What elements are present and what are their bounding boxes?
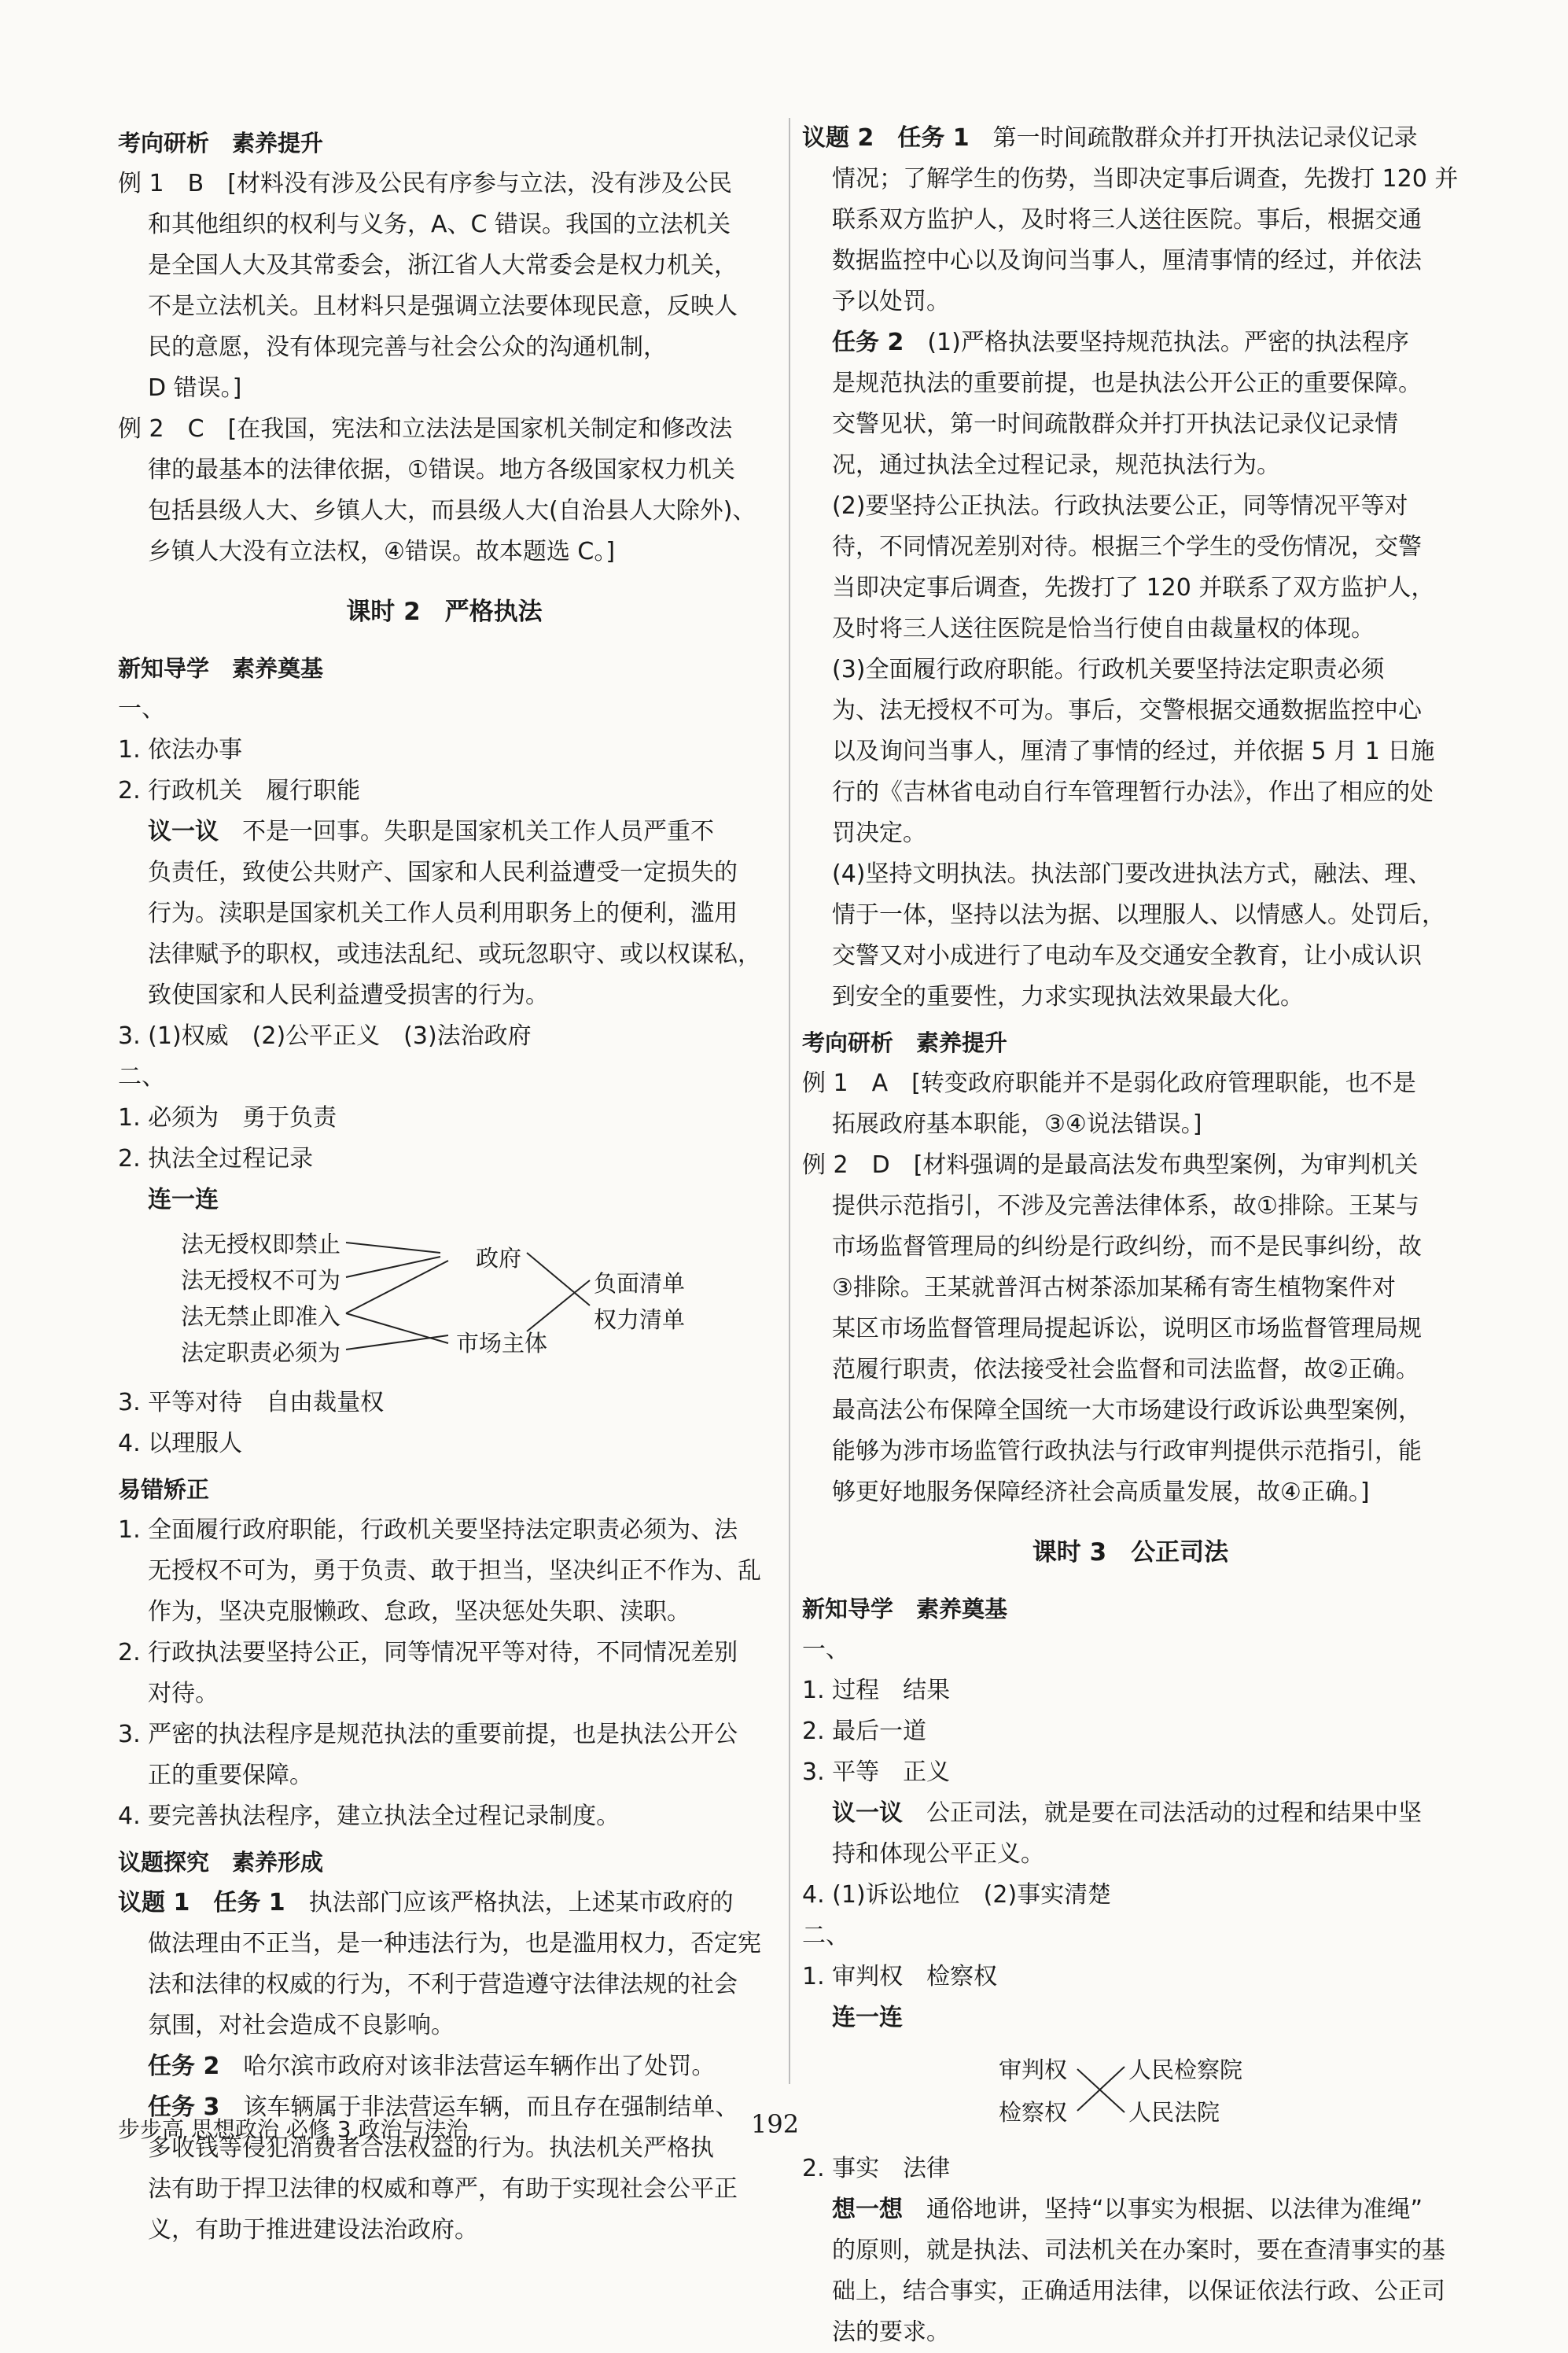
text-line: 2. 事实 法律 (802, 2155, 951, 2182)
section-heading: 议题探究 素养形成 (118, 1849, 324, 1876)
text-line: 法和法律的权威的行为，不利于营造遵守法律法规的社会 (148, 1971, 738, 1998)
text-line: 无授权不可为，勇于负责、敢于担当，坚决纠正不作为、乱 (148, 1557, 761, 1585)
text-line: 3. 平等对待 自由裁量权 (118, 1389, 385, 1416)
match-left-item: 审判权 (999, 2057, 1068, 2083)
matching-diagram (802, 2042, 1459, 2144)
text-line: 包括县级人大、乡镇人大，而县级人大(自治县人大除外)、 (148, 497, 756, 525)
text-line: D 错误。] (148, 374, 242, 402)
text-line: 市场监督管理局的纠纷是行政纠纷，而不是民事纠纷，故 (832, 1233, 1422, 1261)
match-left-item: 法定职责必须为 (181, 1339, 341, 1366)
match-left-item: 法无授权即禁止 (181, 1231, 341, 1258)
text-line: 持和体现公平正义。 (832, 1840, 1044, 1868)
text-line: 义，有助于推进建设法治政府。 (148, 2216, 478, 2244)
text-line: 以及询问当事人，厘清了事情的经过，并依据 5 月 1 日施 (832, 738, 1435, 765)
text-line (118, 1883, 771, 1924)
text-line: 联系双方监护人，及时将三人送往医院。事后，根据交通 (832, 206, 1422, 234)
text-line: 民的意愿，没有体现完善与社会公众的沟通机制， (148, 333, 667, 361)
lesson-title: 课时 2 严格执法 (346, 598, 543, 626)
task-label: 任务 2 (148, 2053, 220, 2080)
match-right-item: 人民法院 (1128, 2099, 1220, 2126)
section-heading: 考向研析 素养提升 (802, 1029, 1008, 1056)
text-line: 例 2 D [材料强调的是最高法发布典型案例，为审判机关 (802, 1151, 1419, 1179)
text-line: 某区市场监督管理局提起诉讼，说明区市场监督管理局规 (832, 1315, 1422, 1342)
text-span: 第一时间疏散群众并打开执法记录仪记录 (969, 124, 1418, 152)
text-line: 4. 要完善执法程序，建立执法全过程记录制度。 (118, 1802, 620, 1830)
text-line: 交警见状，第一时间疏散群众并打开执法记录仪记录情 (832, 411, 1398, 438)
text-line: 行的《吉林省电动自行车管理暂行办法》，作出了相应的处 (832, 779, 1434, 806)
match-title: 连一连 (832, 2004, 903, 2031)
text-line: (4)坚持文明执法。执法部门要改进执法方式，融法、理、 (832, 860, 1432, 888)
text-line: 2. 执法全过程记录 (118, 1145, 314, 1173)
text-line: 作为，坚决克服懒政、怠政，坚决惩处失职、渎职。 (148, 1598, 690, 1626)
text-span: 该车辆属于非法营运车辆，而且存在强制结单、 (219, 2093, 739, 2121)
text-line: 及时将三人送往医院是恰当行使自由裁量权的体现。 (832, 615, 1375, 643)
text-line: 1. 依法办事 (118, 736, 243, 764)
text-line (802, 1793, 1459, 1834)
text-line: 2. 行政执法要坚持公正，同等情况平等对待，不同情况差别 (118, 1639, 738, 1666)
text-line: 1. 过程 结果 (802, 1677, 951, 1704)
text-line: 行为。渎职是国家机关工作人员利用职务上的便利，滥用 (148, 900, 738, 927)
text-line: 不是立法机关。且材料只是强调立法要体现民意，反映人 (148, 293, 738, 320)
text-line: 予以处罚。 (832, 288, 950, 315)
text-line: 情况；了解学生的伤势，当即决定事后调查，先拨打 120 并 (832, 165, 1459, 193)
text-line: 氛围，对社会造成不良影响。 (148, 2012, 455, 2039)
text-line: 二、 (802, 1922, 849, 1950)
text-line: 一、 (802, 1636, 849, 1663)
text-line: 例 1 B [材料没有涉及公民有序参与立法，没有涉及公民 (118, 170, 732, 197)
match-left-item: 检察权 (999, 2099, 1068, 2126)
text-span: 不是一回事。失职是国家机关工作人员严重不 (219, 818, 714, 845)
text-line: 交警又对小成进行了电动车及交通安全教育，让小成认识 (832, 942, 1422, 970)
text-line: 2. 行政机关 履行职能 (118, 777, 361, 805)
text-line: 最高法公布保障全国统一大市场建设行政诉讼典型案例， (832, 1397, 1422, 1424)
task-label: 议题 1 任务 1 (118, 1889, 285, 1917)
task-label: 议题 2 任务 1 (802, 124, 970, 152)
text-line: 致使国家和人民利益遭受损害的行为。 (148, 981, 549, 1009)
match-mid-item: 政府 (476, 1245, 522, 1272)
text-line: 4. (1)诉讼地位 (2)事实清楚 (802, 1881, 1112, 1909)
text-line: 1. 全面履行政府职能，行政机关要坚持法定职责必须为、法 (118, 1516, 738, 1544)
text-line: 4. 以理服人 (118, 1430, 243, 1457)
text-line: 1. 审判权 检察权 (802, 1963, 998, 1990)
text-line: 对待。 (148, 1680, 219, 1707)
text-line: 况，通过执法全过程记录，规范执法行为。 (832, 451, 1280, 479)
text-line: 一、 (118, 695, 165, 723)
match-right-item: 人民检察院 (1128, 2057, 1243, 2083)
text-line: 3. (1)权威 (2)公平正义 (3)法治政府 (118, 1022, 532, 1050)
text-line: 律的最基本的法律依据，①错误。地方各级国家权力机关 (148, 456, 735, 484)
text-line: 3. 平等 正义 (802, 1758, 951, 1786)
text-line (802, 322, 1459, 363)
text-line: 法有助于捍卫法律的权威和尊严，有助于实现社会公平正 (148, 2175, 738, 2203)
text-line: 待，不同情况差别对待。根据三个学生的受伤情况，交警 (832, 533, 1422, 561)
lesson-title: 课时 3 公正司法 (1032, 1538, 1229, 1567)
section-heading: 考向研析 素养提升 (118, 130, 324, 156)
text-span: (1)严格执法要坚持规范执法。严密的执法程序 (904, 329, 1409, 356)
text-line: 罚决定。 (832, 819, 926, 847)
text-line: 例 2 C [在我国，宪法和立法法是国家机关制定和修改法 (118, 415, 733, 443)
text-line: 正的重要保障。 (148, 1762, 313, 1789)
discussion-label: 议一议 (148, 818, 219, 845)
text-line: 1. 必须为 勇于负责 (118, 1104, 337, 1132)
section-heading: 新知导学 素养奠基 (118, 655, 324, 682)
think-label: 想一想 (832, 2196, 903, 2223)
text-line (802, 2189, 1459, 2230)
text-line (118, 812, 771, 852)
text-line: 二、 (118, 1063, 165, 1091)
section-heading: 新知导学 素养奠基 (802, 1596, 1008, 1622)
text-line: 法律赋予的职权，或违法乱纪、或玩忽职守、或以权谋私， (148, 941, 761, 968)
text-line: 是规范执法的重要前提，也是执法公开公正的重要保障。 (832, 370, 1422, 397)
text-line: 法的要求。 (832, 2318, 950, 2346)
text-line: 础上，结合事实，正确适用法律，以保证依法行政、公正司 (832, 2278, 1445, 2305)
text-line: 提供示范指引，不涉及完善法律体系，故①排除。王某与 (832, 1192, 1419, 1220)
text-line: 的原则，就是执法、司法机关在办案时，要在查清事实的基 (832, 2237, 1445, 2264)
text-line: 到安全的重要性，力求实现执法效果最大化。 (832, 983, 1304, 1011)
match-left-item: 法无授权不可为 (181, 1267, 341, 1294)
task-label: 任务 2 (832, 329, 904, 356)
right-column (802, 118, 1459, 2353)
text-line: 多收钱等侵犯消费者合法权益的行为。执法机关严格执 (148, 2134, 714, 2162)
match-left-item: 法无禁止即准入 (181, 1303, 341, 1330)
text-line: (3)全面履行政府职能。行政机关要坚持法定职责必须 (832, 656, 1385, 683)
left-column (118, 118, 771, 2251)
text-line: 做法理由不正当，是一种违法行为，也是滥用权力，否定宪 (148, 1930, 761, 1957)
column-divider (789, 118, 790, 2084)
text-line: 和其他组织的权利与义务，A、C 错误。我国的立法机关 (148, 211, 731, 238)
text-span: 执法部门应该严格执法，上述某市政府的 (285, 1889, 734, 1917)
text-line: 负责任，致使公共财产、国家和人民利益遭受一定损失的 (148, 859, 738, 886)
page-number: 192 (751, 2109, 800, 2139)
text-line (118, 2046, 771, 2087)
text-line: 情于一体，坚持以法为据、以理服人、以情感人。处罚后， (832, 901, 1445, 929)
match-title: 连一连 (148, 1186, 219, 1213)
task-label: 任务 3 (148, 2093, 220, 2121)
text-line: 够更好地服务保障经济社会高质量发展，故④正确。] (832, 1478, 1370, 1506)
text-line: 范履行职责，依法接受社会监督和司法监督，故②正确。 (832, 1356, 1419, 1383)
match-right-item: 负面清单 (594, 1270, 686, 1297)
text-line: ③排除。王某就普洱古树茶添加某稀有寄生植物案件对 (832, 1274, 1396, 1302)
text-span: 哈尔滨市政府对该非法营运车辆作出了处罚。 (219, 2053, 716, 2080)
text-line: 拓展政府基本职能，③④说法错误。] (832, 1110, 1202, 1138)
text-line: 当即决定事后调查，先拨打了 120 并联系了双方监护人， (832, 574, 1435, 602)
text-line: 乡镇人大没有立法权，④错误。故本题选 C。] (148, 538, 616, 565)
match-right-item: 权力清单 (594, 1306, 686, 1333)
text-line: 是全国人大及其常委会，浙江省人大常委会是权力机关， (148, 252, 738, 279)
text-line: 为、法无授权不可为。事后，交警根据交通数据监控中心 (832, 697, 1422, 724)
text-span: 通俗地讲，坚持“以事实为根据、以法律为准绳” (903, 2196, 1423, 2223)
text-line: 2. 最后一道 (802, 1718, 927, 1745)
text-line: 例 1 A [转变政府职能并不是弱化政府管理职能，也不是 (802, 1070, 1416, 1097)
text-span: 公正司法，就是要在司法活动的过程和结果中坚 (903, 1799, 1422, 1827)
discussion-label: 议一议 (832, 1799, 903, 1827)
text-line: 数据监控中心以及询问当事人，厘清事情的经过，并依法 (832, 247, 1422, 274)
book-footer: 步步高 思想政治 必修 3 政治与法治 (118, 2116, 469, 2142)
text-line: (2)要坚持公正执法。行政执法要公正，同等情况平等对 (832, 492, 1408, 520)
text-line: 3. 严密的执法程序是规范执法的重要前提，也是执法公开公 (118, 1721, 738, 1748)
section-heading: 易错矫正 (118, 1476, 210, 1503)
text-line (802, 118, 1459, 159)
text-line: 能够为涉市场监管行政执法与行政审判提供示范指引，能 (832, 1438, 1422, 1465)
matching-diagram (118, 1225, 771, 1375)
match-mid-item: 市场主体 (456, 1330, 548, 1357)
